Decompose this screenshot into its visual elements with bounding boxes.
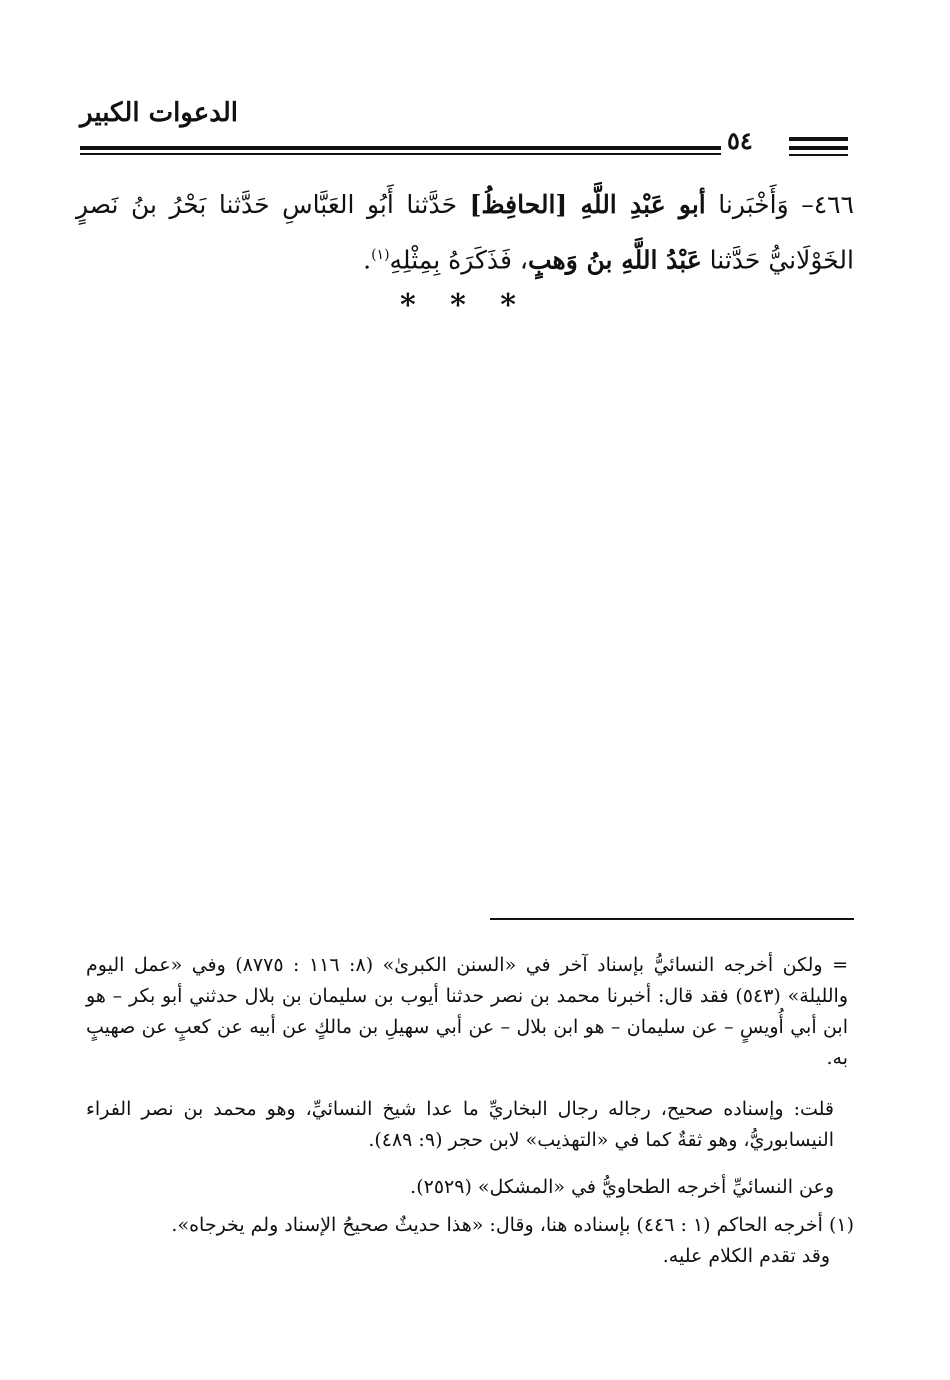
page-number: ٥٤: [727, 126, 753, 155]
running-title: الدعوات الكبير: [80, 98, 239, 128]
footnote-continuation: = ولكن أخرجه النسائيُّ بإسناد آخر في «السنن الكبرىٰ» (٨: ١١٦ : ٨٧٧٥) وفي «عمل اليوم والليلة» (٥٤٣) فقد قال: أخبرنا محمد بن نصر حدثنا أيوب بن سليمان بن بلال حدثني أبو بكر – هو ابن أبي أُويسٍ – عن سليمان – هو ابن بلال – عن أبي سهيلِ بن مالكٍ عن أبيه عن كعبٍ عن صهيبٍ به.: [86, 954, 849, 1069]
hadith-text: [76, 180, 854, 285]
header-rule-thin: [80, 153, 721, 155]
footnote-paragraph: وعن النسائيِّ أخرجه الطحاويُّ في «المشكل» (٢٥٢٩).: [410, 1176, 834, 1198]
footnote-1: [86, 1210, 854, 1272]
footnote-1-line: وقد تقدم الكلام عليه.: [662, 1245, 830, 1267]
narrator-name: أبو عَبْدِ اللَّهِ [الحافِظُ]: [469, 190, 706, 219]
footnote-1-line: (١) أخرجه الحاكم (١ : ٤٤٦) بإسناده هنا، وقال: «هذا حديثٌ صحيحُ الإسناد ولم يخرجاه».: [171, 1214, 854, 1236]
narrator-name: عَبْدُ اللَّهِ بنُ وَهبٍ: [528, 245, 702, 275]
footnote-rule: [490, 918, 854, 920]
footnote-marker: (١): [371, 247, 390, 263]
page-number-rule: [789, 154, 848, 156]
page-number-rule: [789, 146, 848, 150]
section-separator: * * *: [400, 288, 528, 323]
page-number-rule: [789, 137, 848, 141]
hadith-text-part: حَدَّثنا أَبُو العَبَّاسِ حَدَّثنا بَحْرُ بنُ نَصرٍ الخَوْلَانيُّ حَدَّثنا: [76, 190, 854, 275]
footnote-paragraph: قلت: وإسناده صحيح، رجاله رجال البخاريِّ ما عدا شيخ النسائيِّ، وهو محمد بن نصر الفراء النيسابوريُّ، وهو ثقةٌ كما في «التهذيب» لابن حجر (٩: ٤٨٩).: [86, 1098, 834, 1151]
hadith-end: .: [363, 245, 372, 275]
hadith-number: ٤٦٦: [813, 190, 854, 219]
hadith-text-part: وَأَخْبَرنا: [705, 190, 789, 219]
hadith-text-part: ، فَذَكَرَهُ بِمِثْلِهِ: [389, 245, 528, 275]
header-rule: [80, 146, 721, 150]
hadith-dash: –: [788, 190, 814, 219]
